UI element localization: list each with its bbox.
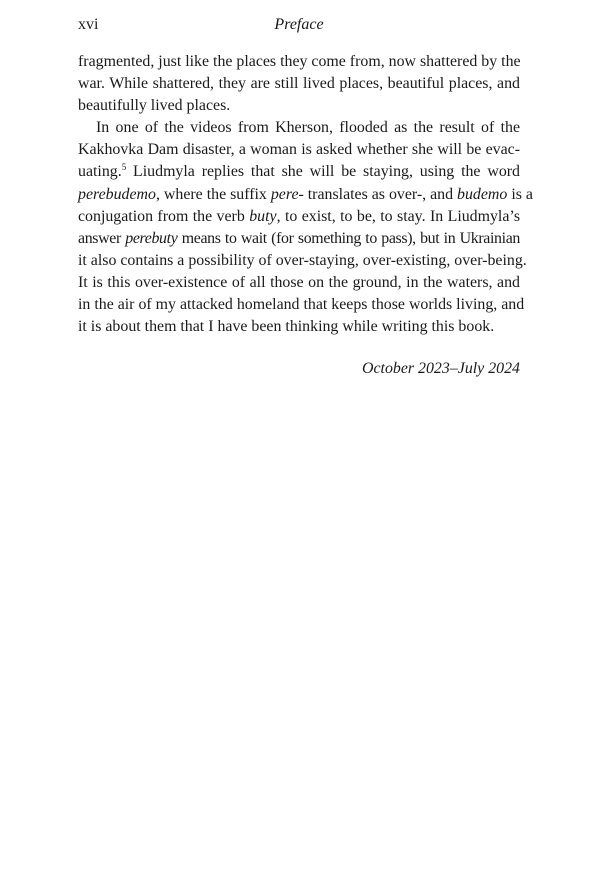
text-line: it is about them that I have been thinking while writing this book. (78, 318, 495, 336)
footnote-reference[interactable]: 5 (121, 162, 127, 173)
text-run: uating. (78, 163, 122, 181)
paragraph-2 (78, 117, 533, 338)
text-line: beautifully lived places. (78, 97, 231, 115)
text-line: In one of the videos from Kherson, flooded as the result of the (96, 119, 520, 137)
text-line (78, 228, 520, 250)
text-line: fragmented, just like the places they come from, now shattered by the (78, 53, 521, 70)
text-run: answer (78, 229, 126, 247)
italic-term: buty (249, 207, 277, 225)
italic-term: perebudemo (78, 185, 156, 203)
text-line (78, 206, 520, 228)
text-run: Liudmyla replies that she will be staying, using the word (126, 163, 520, 181)
text-run: means to wait (for something to pass), but in Ukrainian (177, 229, 520, 247)
italic-term: perebuty (125, 229, 178, 247)
text-line: it also contains a possibility of over-staying, over-existing, over-being. (78, 251, 527, 269)
text-line: Kakhovka Dam disaster, a woman is asked whether she will be evac- (78, 141, 520, 159)
italic-term: budemo (457, 185, 508, 203)
page-number: xvi (78, 16, 99, 33)
body-text (78, 51, 533, 380)
text-line (78, 161, 520, 183)
text-line: war. While shattered, they are still lived places, beautiful places, and (78, 75, 520, 93)
dateline: October 2023–July 2024 (362, 360, 520, 378)
italic-term: pere- (270, 185, 304, 203)
text-line: in the air of my attacked homeland that keeps those worlds living, and (78, 296, 525, 314)
text-run: conjugation from the verb (78, 207, 250, 225)
text-run: , where the suffix (155, 185, 271, 203)
text-run: , to exist, to be, to stay. In Liudmyla’s (276, 207, 521, 225)
paragraph-1 (78, 51, 520, 117)
text-run: is a (507, 185, 533, 203)
text-run: translates as over-, and (303, 185, 458, 203)
running-head-title: Preface (274, 16, 324, 33)
text-line: It is this over-existence of all those on the ground, in the waters, and (78, 273, 520, 291)
running-head (78, 14, 520, 36)
text-line (78, 184, 533, 206)
